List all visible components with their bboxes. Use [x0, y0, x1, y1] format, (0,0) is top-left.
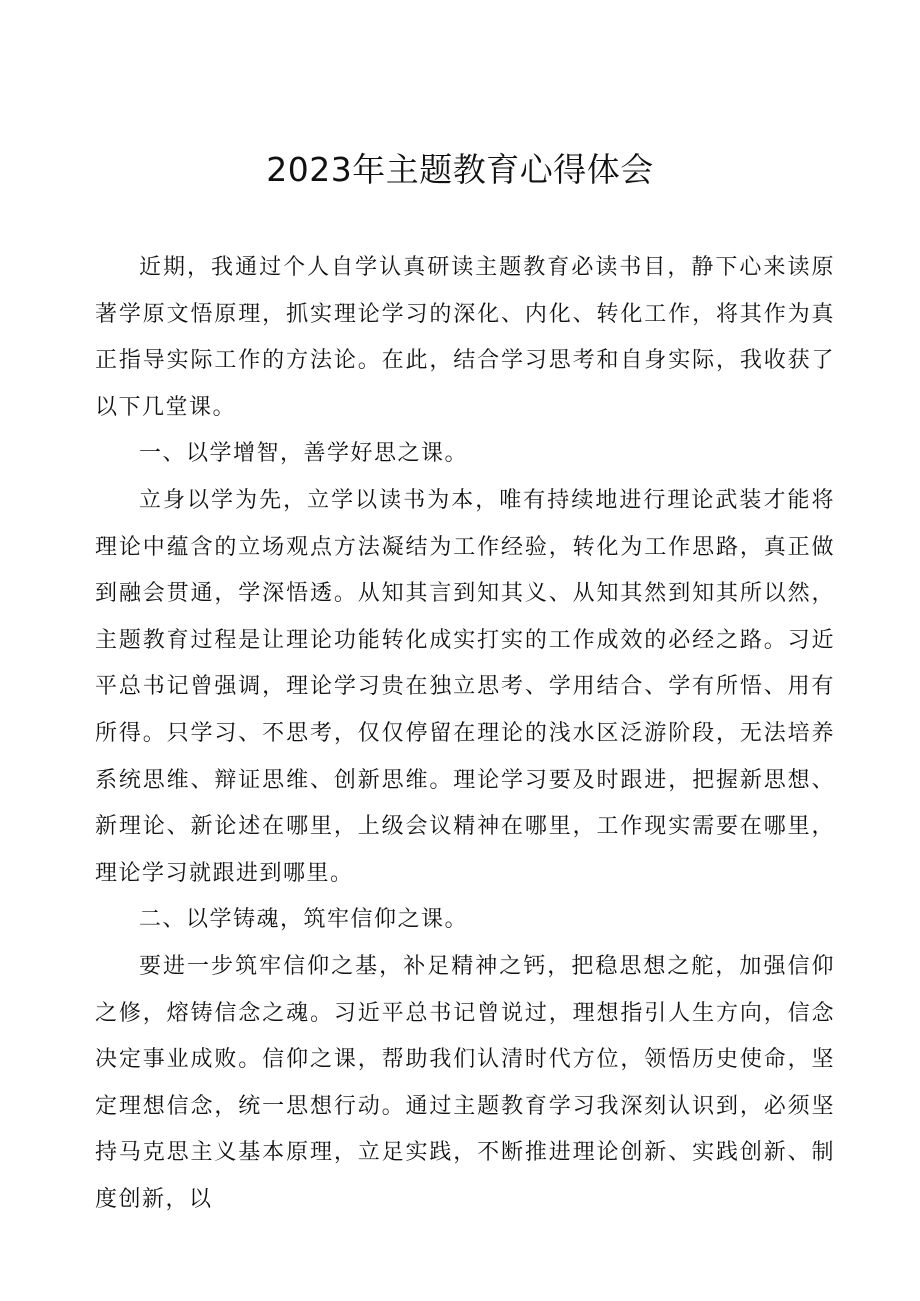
page-title: 2023年主题教育心得体会	[266, 150, 654, 189]
section-two-paragraph: 要进一步筑牢信仰之基，补足精神之钙，把稳思想之舵，加强信仰之修，熔铸信念之魂。习近平总书记曾说过，理想指引人生方向，信念决定事业成败。信仰之课，帮助我们认清时代方位，领悟历史使命，坚定理想信念，统一思想行动。通过主题教育学习我深刻认识到，必须坚持马克思主义基本原理，立足实践，不断推进理论创新、实践创新、制度创新，以	[95, 953, 835, 1212]
section-heading-one: 一、以学增智，善学好思之课。	[139, 441, 469, 467]
section-heading-two: 二、以学铸魂，筑牢信仰之课。	[139, 907, 469, 933]
section-one-paragraph: 立身以学为先，立学以读书为本，唯有持续地进行理论武装才能将理论中蕴含的立场观点方法凝结为工作经验，转化为工作思路，真正做到融会贯通，学深悟透。从知其言到知其义、从知其然到知其所以然，主题教育过程是让理论功能转化成实打实的工作成效的必经之路。习近平总书记曾强调，理论学习贵在独立思考、学用结合、学有所悟、用有所得。只学习、不思考，仅仅停留在理论的浅水区泛游阶段，无法培养系统思维、辩证思维、创新思维。理论学习要及时跟进，把握新思想、新理论、新论述在哪里，上级会议精神在哪里，工作现实需要在哪里，理论学习就跟进到哪里。	[95, 487, 835, 886]
intro-paragraph: 近期，我通过个人自学认真研读主题教育必读书目，静下心来读原著学原文悟原理，抓实理论学习的深化、内化、转化工作，将其作为真正指导实际工作的方法论。在此，结合学习思考和自身实际，我收获了以下几堂课。	[95, 255, 835, 420]
document-body	[95, 245, 835, 1223]
